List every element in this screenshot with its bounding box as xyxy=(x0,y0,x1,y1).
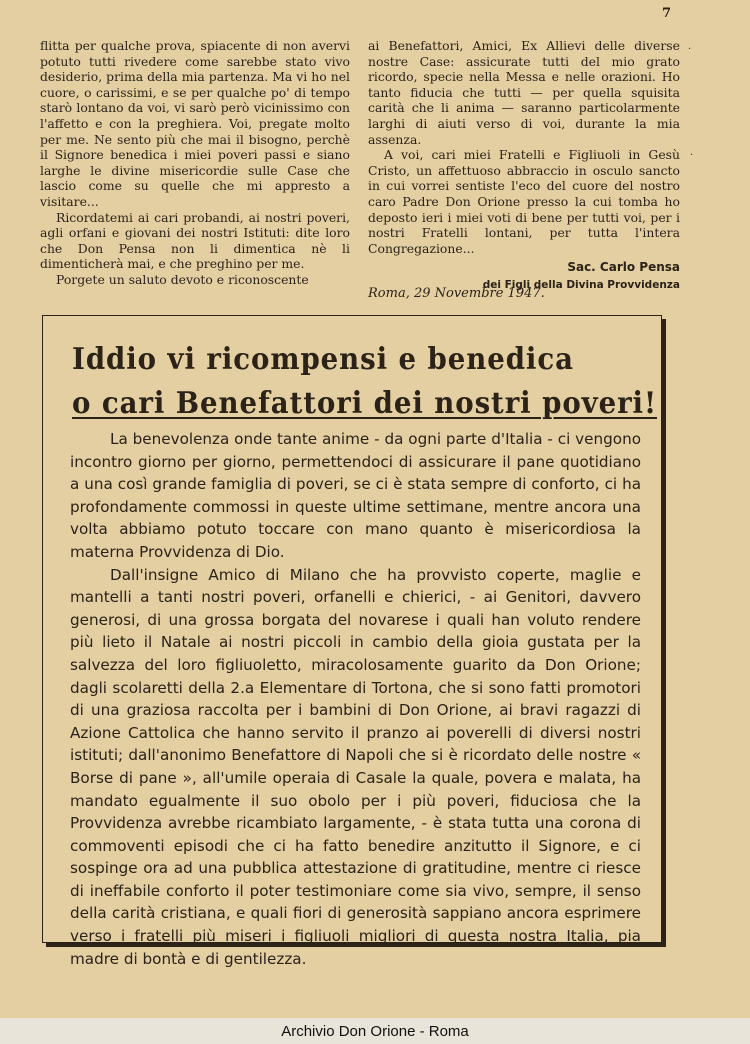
signature: Sac. Carlo Pensa xyxy=(567,260,680,275)
body-paragraph: Dall'insigne Amico di Milano che ha provvisto coperte, maglie e mantelli a tanti nostri poveri, orfanelli e chierici, - ai Genitori, davvero generosi, di una grossa borgata del novarese i quali han voluto rendere più lieto il Natale ai nostri piccoli in cambio della gioia gustata per la salvezza del loro figliuoletto, miracolosamente guarito da Don Orione; dagli scolaretti della 2.a Elementare di Tortona, che si sono fatti promotori di una graziosa raccolta per i bambini di Don Orione, ai bravi ragazzi di Azione Cattolica che hanno servito il pranzo ai poverelli di diversi nostri istituti; dall'anonimo Benefattore di Napoli che si è ricordato delle nostre « Borse di pane », all'umile operaia di Casale la quale, povera e malata, ha mandato egualmente il suo obolo per i più poveri, fiduciosa che la Provvidenza avrebbe ricambiato largamente, - è stata tutta una corona di commoventi episodi che ci ha fatto benedire anzitutto il Signore, e ci sospinge ora ad una pubblica attestazione di gratitudine, mentre ci riesce di ineffabile conforto il poter testimoniare come sia vivo, sempre, il senso della carità cristiana, e quali fiori di generosità sappiano ancora esprimere verso i fratelli più miseri i figliuoli migliori di questa nostra Italia, pia madre di bontà e di gentilezza. xyxy=(70,565,641,968)
congregation-name: dei Figli della Divina Provvidenza xyxy=(482,278,680,291)
archive-footer: Archivio Don Orione - Roma xyxy=(0,1018,750,1044)
margin-mark: · xyxy=(688,44,692,55)
thanks-body xyxy=(70,428,641,970)
letter-paragraph: flitta per qualche prova, spiacente di non avervi potuto tutti rivedere come sarebbe stato vivo desiderio, prima della mia partenza. Ma vi ho nel cuore, o carissimi, e se per qualche po' di tempo starò lontano da voi, vi sarò però vicinissimo con l'affetto e con la preghiera. Voi, pregate molto per me. Ne sento più che mai il bisogno, perchè il Signore benedica i miei poveri passi e siano larghe le divine misericordie sulle Case che lascio come su quelle che mi appresto a visitare... xyxy=(40,38,350,209)
letter-paragraph: Porgete un saluto devoto e riconoscente xyxy=(56,271,309,287)
letter-paragraph: A voi, cari miei Fratelli e Figliuoli in Gesù Cristo, un affettuoso abbraccio in osculo sancto in cui vorrei sentiste l'eco del cuore del nostro caro Padre Don Orione presso la cui tomba ho deposto ieri i miei voti di bene per tutti voi, per i nostri Fratelli lontani, per tutta l'intera Congregazione... xyxy=(368,147,680,256)
headline-line-1: Iddio vi ricompensi e benedica xyxy=(72,342,574,377)
letter-right-column xyxy=(368,38,680,294)
letter-left-column xyxy=(40,38,350,288)
headline xyxy=(72,338,657,426)
letter-paragraph: Ricordatemi ai cari probandi, ai nostri poveri, agli orfani e giovani dei nostri Istituti: dite loro che Don Pensa non li dimentica nè li dimenticherà mai, e che preghino per me. xyxy=(40,209,350,272)
margin-mark: · xyxy=(690,150,694,161)
body-paragraph: La benevolenza onde tante anime - da ogni parte d'Italia - ci vengono incontro giorno per giorno, permettendoci di assicurare il pane quotidiano a una così grande famiglia di poveri, se ci è stata sempre di conforto, ci ha profondamente commossi in queste ultime settimane, mentre ancora una volta abbiamo potuto toccare con mano quanto è misericordiosa la materna Provvidenza di Dio. xyxy=(70,430,641,561)
headline-line-2: o cari Benefattori dei nostri poveri! xyxy=(72,386,657,421)
page-number: 7 xyxy=(662,6,672,21)
letter-date: Roma, 29 Novembre 1947. xyxy=(368,286,545,301)
letter-paragraph: ai Benefattori, Amici, Ex Allievi delle diverse nostre Case: assicurate tutti del mio grato ricordo, specie nella Messa e nelle orazioni. Ho tanto fiducia che tutti — per quella squisita carità che li anima — saranno particolarmente larghi di aiuti verso di voi, durante la mia assenza. xyxy=(368,38,680,147)
